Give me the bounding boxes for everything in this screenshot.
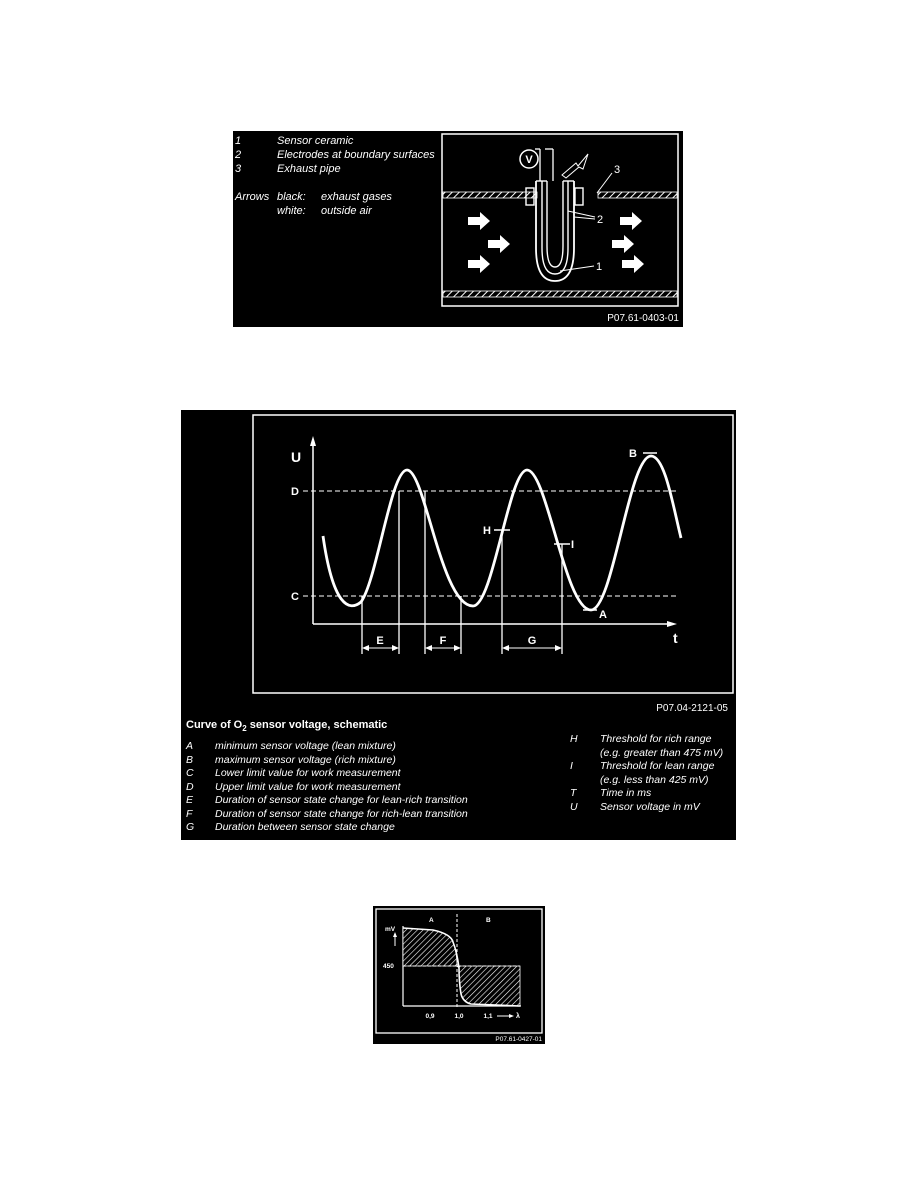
- callout-leader-3: [597, 173, 612, 193]
- legend-text: (e.g. less than 425 mV): [600, 773, 709, 786]
- legend-text: Duration of sensor state change for lean-rich transition: [215, 794, 468, 806]
- legend-key: T: [570, 787, 577, 799]
- legend-key: B: [186, 753, 194, 766]
- arrow-meaning: outside air: [321, 205, 372, 217]
- region-a-label: A: [429, 917, 434, 924]
- arrows-label: Arrows: [235, 191, 270, 203]
- air-arrow-icon: [468, 255, 490, 273]
- dim-arrow-icon: [502, 645, 509, 651]
- dim-arrow-icon: [555, 645, 562, 651]
- air-arrow-icon: [468, 212, 490, 230]
- y-unit-label: mV: [385, 926, 396, 933]
- callout-3: 3: [614, 164, 621, 176]
- caption-text: Curve of O: [186, 719, 243, 731]
- outside-air-arrows: [468, 212, 644, 273]
- y-value-label: 450: [383, 963, 394, 970]
- label-f: F: [439, 635, 447, 647]
- x-arrow-icon: [509, 1014, 514, 1018]
- legend-text: Duration of sensor state change for rich-lean transition: [215, 807, 468, 820]
- callout-1: 1: [596, 261, 603, 273]
- lambda-symbol: λ: [516, 1013, 520, 1020]
- caption-subscript: 2: [242, 724, 247, 734]
- air-arrow-icon: [612, 235, 634, 253]
- legend-text: Lower limit value for work measurement: [215, 767, 401, 779]
- callout-2: 2: [597, 214, 604, 226]
- air-arrow-icon: [620, 212, 642, 230]
- dim-arrow-icon: [425, 645, 432, 651]
- label-b: B: [629, 448, 637, 460]
- label-c: C: [291, 591, 299, 603]
- label-e: E: [376, 635, 384, 647]
- t-axis-arrow-icon: [667, 621, 677, 627]
- air-arrow-icon: [622, 255, 644, 273]
- legend-text: minimum sensor voltage (lean mixture): [215, 740, 396, 752]
- x-tick-label: 1,1: [483, 1013, 493, 1020]
- exhaust-gas-arrow-icon: [562, 154, 588, 178]
- legend-text: Threshold for rich range: [600, 733, 712, 745]
- legend-text: Time in ms: [600, 787, 652, 799]
- x-tick-label: 1,0: [454, 1013, 464, 1020]
- label-h: H: [483, 525, 491, 537]
- sensor-drawing: [440, 133, 680, 307]
- dim-arrow-icon: [362, 645, 369, 651]
- sensor-electrode-inner: [547, 181, 563, 267]
- legend-key: C: [186, 767, 194, 779]
- legend-text: Exhaust pipe: [277, 163, 341, 175]
- voltage-curve-plot: [181, 410, 736, 710]
- label-i: I: [571, 539, 575, 551]
- u-axis-label: U: [291, 449, 302, 465]
- legend-text: Sensor ceramic: [277, 135, 354, 147]
- pipe-wall-bottom: [443, 291, 677, 297]
- figure-code: P07.61-0403-01: [607, 313, 679, 324]
- rich-region: [403, 928, 457, 966]
- legend-key: 3: [235, 163, 242, 175]
- figure-code: P07.61-0427-01: [495, 1036, 542, 1043]
- legend-key: E: [186, 794, 194, 806]
- sensor-schematic-figure: [233, 131, 683, 327]
- legend-key: U: [570, 800, 578, 813]
- u-axis-arrow-icon: [310, 436, 316, 446]
- legend-text: Upper limit value for work measurement: [215, 780, 401, 793]
- legend-text: (e.g. greater than 475 mV): [600, 746, 724, 759]
- legend-key: D: [186, 780, 194, 793]
- lambda-characteristic-plot: [373, 906, 545, 1036]
- lambda-characteristic-figure: [373, 906, 545, 1044]
- label-d: D: [291, 486, 299, 498]
- dim-arrow-icon: [454, 645, 461, 651]
- mount-block-right: [575, 188, 583, 205]
- label-g: G: [527, 635, 537, 647]
- callout-leader-2a: [568, 211, 595, 217]
- lean-region: [457, 966, 520, 1006]
- legend-text: Sensor voltage in mV: [600, 800, 700, 813]
- x-tick-label: 0,9: [425, 1013, 435, 1020]
- legend-key: H: [570, 733, 578, 745]
- legend-text: Electrodes at boundary surfaces: [277, 149, 435, 161]
- legend-text: maximum sensor voltage (rich mixture): [215, 753, 396, 766]
- legend-text: Duration between sensor state change: [215, 821, 395, 833]
- figure-code: P07.04-2121-05: [656, 703, 728, 714]
- dim-arrow-icon: [392, 645, 399, 651]
- pipe-wall-top-left: [443, 192, 537, 198]
- arrow-color: white:: [277, 205, 306, 217]
- pipe-wall-top-right: [598, 192, 677, 198]
- legend-key: G: [186, 821, 195, 833]
- legend-key: I: [570, 760, 573, 772]
- arrow-color: black:: [277, 191, 306, 203]
- figure-caption: [186, 719, 387, 733]
- arrow-meaning: exhaust gases: [321, 191, 392, 203]
- region-b-label: B: [486, 917, 491, 924]
- label-a: A: [599, 609, 607, 621]
- caption-text: sensor voltage, schematic: [246, 719, 388, 731]
- sensor-electrode-outer: [542, 181, 568, 274]
- air-arrow-icon: [488, 235, 510, 253]
- callout-leader-2b: [574, 217, 595, 219]
- legend-key: A: [186, 740, 194, 752]
- voltmeter-label: V: [525, 154, 533, 166]
- legend-text: Threshold for lean range: [600, 760, 715, 772]
- legend-key: 2: [235, 149, 242, 161]
- voltage-curve-figure: [181, 410, 736, 840]
- legend-key: 1: [235, 135, 242, 147]
- legend-key: F: [186, 807, 193, 820]
- t-axis-label: t: [673, 630, 678, 646]
